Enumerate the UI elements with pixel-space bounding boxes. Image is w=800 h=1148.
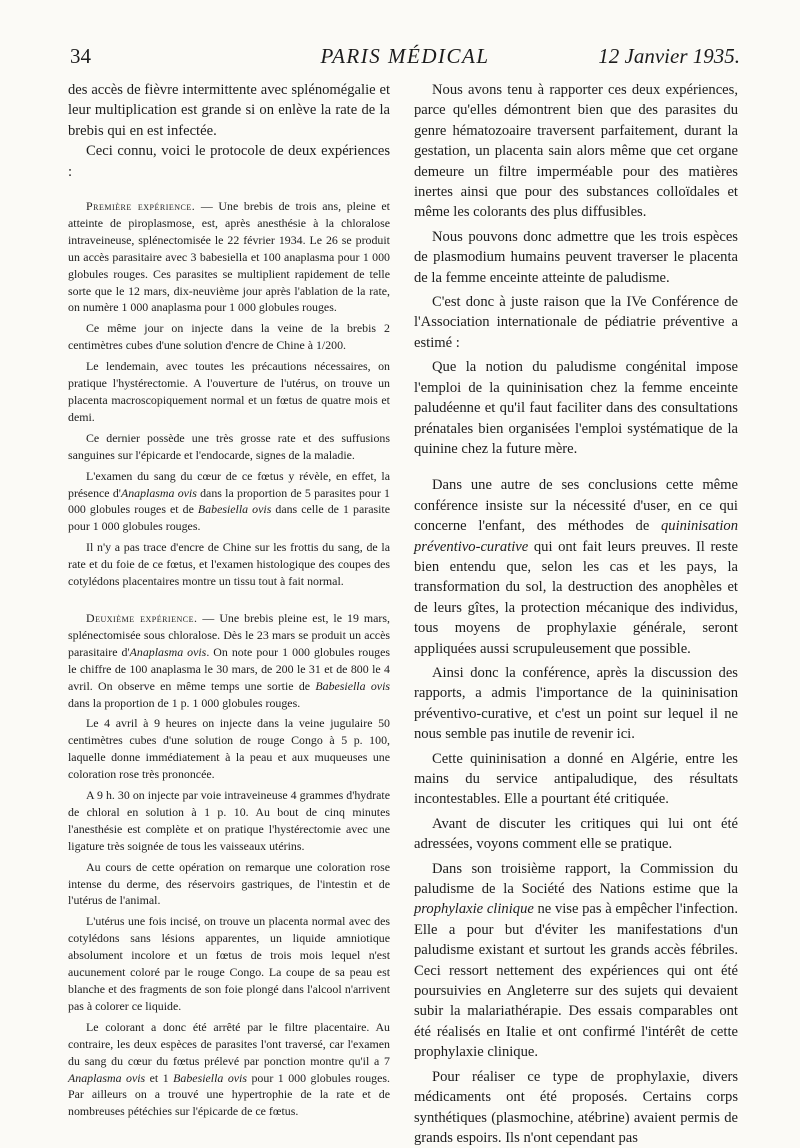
paragraph: Ceci connu, voici le protocole de deux expériences : bbox=[68, 143, 390, 180]
left-column bbox=[68, 80, 390, 1120]
page-number: 34 bbox=[70, 44, 91, 68]
paragraph: Le 4 avril à 9 heures on injecte dans la veine jugulaire 50 centimètres cubes d'une solution de rouge Congo à 5 p. 100, laquelle donne immédiatement à la peau et aux muqueuses une coloration rose très prononcée. bbox=[68, 716, 390, 782]
paragraph: Nous pouvons donc admettre que les trois espèces de plasmodium humains peuvent traverser le placenta de la femme enceinte atteinte de paludisme. bbox=[414, 228, 738, 286]
paragraph: Au cours de cette opération on remarque une coloration rose intense du derme, des réservoirs gastriques, de l'intestin et de l'utérus de l'animal. bbox=[68, 859, 390, 908]
paragraph: Dans son troisième rapport, la Commission du paludisme de la Société des Nations estime que la prophylaxie clinique ne vise pas à empêcher l'infection. Elle a pour but d'éviter les manifestations d'un paludisme existant et surtout les grands accès fébriles. Ceci ressort nettement des expériences qui ont été poursuivies en Angleterre sur des sujets qui devaient subir la malariathérapie. Des essais comparables ont été réalisés en Italie et ont confirmé l'intérêt de cette prophylaxie clinique. bbox=[414, 860, 738, 1061]
section-heading: Deuxième expérience. bbox=[86, 610, 198, 625]
paragraph: Ainsi donc la conférence, après la discussion des rapports, a admis l'importance de la quininisation préventivo-curative, et c'est un point sur lequel il ne nous semble pas inutile de revenir ici. bbox=[414, 664, 738, 743]
paragraph: Dans une autre de ses conclusions cette même conférence insiste sur la nécessité d'user, en ce qui concerne l'enfant, des méthodes de quininisation préventivo-curative qui ont fait leurs preuves. Il reste bien entendu que, selon les cas et les pays, la transformation du sol, la destruction des anophèles et de leurs gîtes, la protection mécanique des individus, tous moyens de prophylaxie générale, seront appliquées aussi scrupuleusement que possible. bbox=[414, 477, 738, 657]
page-header bbox=[70, 44, 740, 76]
right-column bbox=[414, 80, 738, 1148]
paragraph: L'examen du sang du cœur de ce fœtus y révèle, en effet, la présence d'Anaplasma ovis dans la proportion de 5 parasites pour 1 000 globules rouges et de Babesiella ovis dans celle de 1 parasite pour 1 000 globules rouges. bbox=[68, 468, 390, 534]
paragraph: Nous avons tenu à rapporter ces deux expériences, parce qu'elles démontrent bien que des parasites du genre hématozoaire traversent parfaitement, durant la gestation, un placenta sain alors même que cet organe demeure un filtre imperméable pour des matières inertes ainsi que pour des substances colloïdales et même les colorants des plus diffusibles. bbox=[414, 82, 738, 221]
paragraph: Il n'y a pas trace d'encre de Chine sur les frottis du sang, de la rate et du foie de ce fœtus, et l'examen histologique des coupes des cotylédons placentaires montre un tissu tout à fait normal. bbox=[68, 540, 390, 589]
paragraph: Avant de discuter les critiques qui lui ont été adressées, voyons comment elle se pratique. bbox=[414, 815, 738, 853]
paragraph: Le colorant a donc été arrêté par le filtre placentaire. Au contraire, les deux espèces de parasites l'ont traversé, car l'examen du sang du cœur du fœtus prélevé par ponction montre qu'il a 7 Anaplasma ovis et 1 Babesiella ovis pour 1 000 globules rouges. Par ailleurs on a trouvé une hypertrophie de la rate et de nombreuses pétéchies sur l'épicarde de ce fœtus. bbox=[68, 1019, 390, 1119]
experiment-2-paragraph: Deuxième expérience. — Une brebis pleine est, le 19 mars, splénectomisée sous chloralose. Dès le 23 mars se produit un accès parasitaire d'Anaplasma ovis. On note pour 1 000 globules rouges le chiffre de 100 anaplasma le 30 mars, de 200 le 31 et de 800 le 4 avril. On observe en même temps une sortie de Babesiella ovis dans la proportion de 1 p. 1 000 globules rouges. bbox=[68, 610, 390, 710]
experiment-1-paragraph: Première expérience. — Une brebis de trois ans, pleine et atteinte de piroplasmose, est, après anesthésie à la chloralose intraveineuse, splénectomisée le 22 février 1934. Le 26 se produit un accès parasitaire avec 3 babesiella et 100 anaplasma pour 1 000 globules rouges. Ces parasites se multiplient rapidement de telle sorte que le 12 mars, dix-neuvième jour après l'ablation de la rate, on numère 1 000 anaplasma pour 1 000 globules rouges. bbox=[68, 199, 390, 315]
paragraph: Cette quininisation a donné en Algérie, entre les mains du service antipaludique, des résultats incontestables. Elle a pourtant été critiquée. bbox=[414, 750, 738, 808]
quoted-resolution: Que la notion du paludisme congénital impose l'emploi de la quininisation chez la femme enceinte paludéenne et qu'il faut faciliter dans des consultations prénatales bien organisées l'emploi systématique de la quinine chez la future mère. bbox=[414, 359, 738, 457]
paragraph: des accès de fièvre intermittente avec splénomégalie et leur multiplication est grande si on enlève la rate de la brebis qui en est infectée. bbox=[68, 82, 390, 139]
issue-date: 12 Janvier 1935. bbox=[598, 44, 740, 68]
paragraph: Pour réaliser ce type de prophylaxie, divers médicaments ont été proposés. Certains corps synthétiques (plasmochine, atébrine) avaient permis de grands espoirs. Ils n'ont cependant pas bbox=[414, 1068, 738, 1146]
paragraph: A 9 h. 30 on injecte par voie intraveineuse 4 grammes d'hydrate de chloral en solution à 1 p. 10. Au bout de cinq minutes l'anesthésie est complète et on pratique l'hystérectomie avec une ligature très soignée de tous les vaisseaux utérins. bbox=[68, 788, 390, 853]
paragraph: Le lendemain, avec toutes les précautions nécessaires, on pratique l'hystérectomie. A l'ouverture de l'utérus, on trouve un placenta macroscopiquement normal et un fœtus de quatre mois et demi. bbox=[68, 359, 390, 424]
journal-title: PARIS MÉDICAL bbox=[320, 44, 490, 68]
paragraph: C'est donc à juste raison que la IVe Conférence de l'Association internationale de pédiatrie préventive a estimé : bbox=[414, 294, 738, 351]
paragraph: Ce dernier possède une très grosse rate et des suffusions sanguines sur l'épicarde et l'endocarde, signes de la maladie. bbox=[68, 430, 390, 462]
paragraph: Ce même jour on injecte dans la veine de la brebis 2 centimètres cubes d'une solution d'encre de Chine à 1/200. bbox=[68, 321, 390, 353]
section-heading: Première expérience. bbox=[86, 199, 196, 214]
paragraph: L'utérus une fois incisé, on trouve un placenta normal avec des cotylédons sans lésions apparentes, un liquide amniotique absolument incolore et un fœtus de trois mois lequel n'est aucunement coloré par le rouge Congo. La coupe de sa peau est blanche et des fragments de son foie plongé dans l'alcool n'arrivent pas à colorer ce liquide. bbox=[68, 914, 390, 1013]
